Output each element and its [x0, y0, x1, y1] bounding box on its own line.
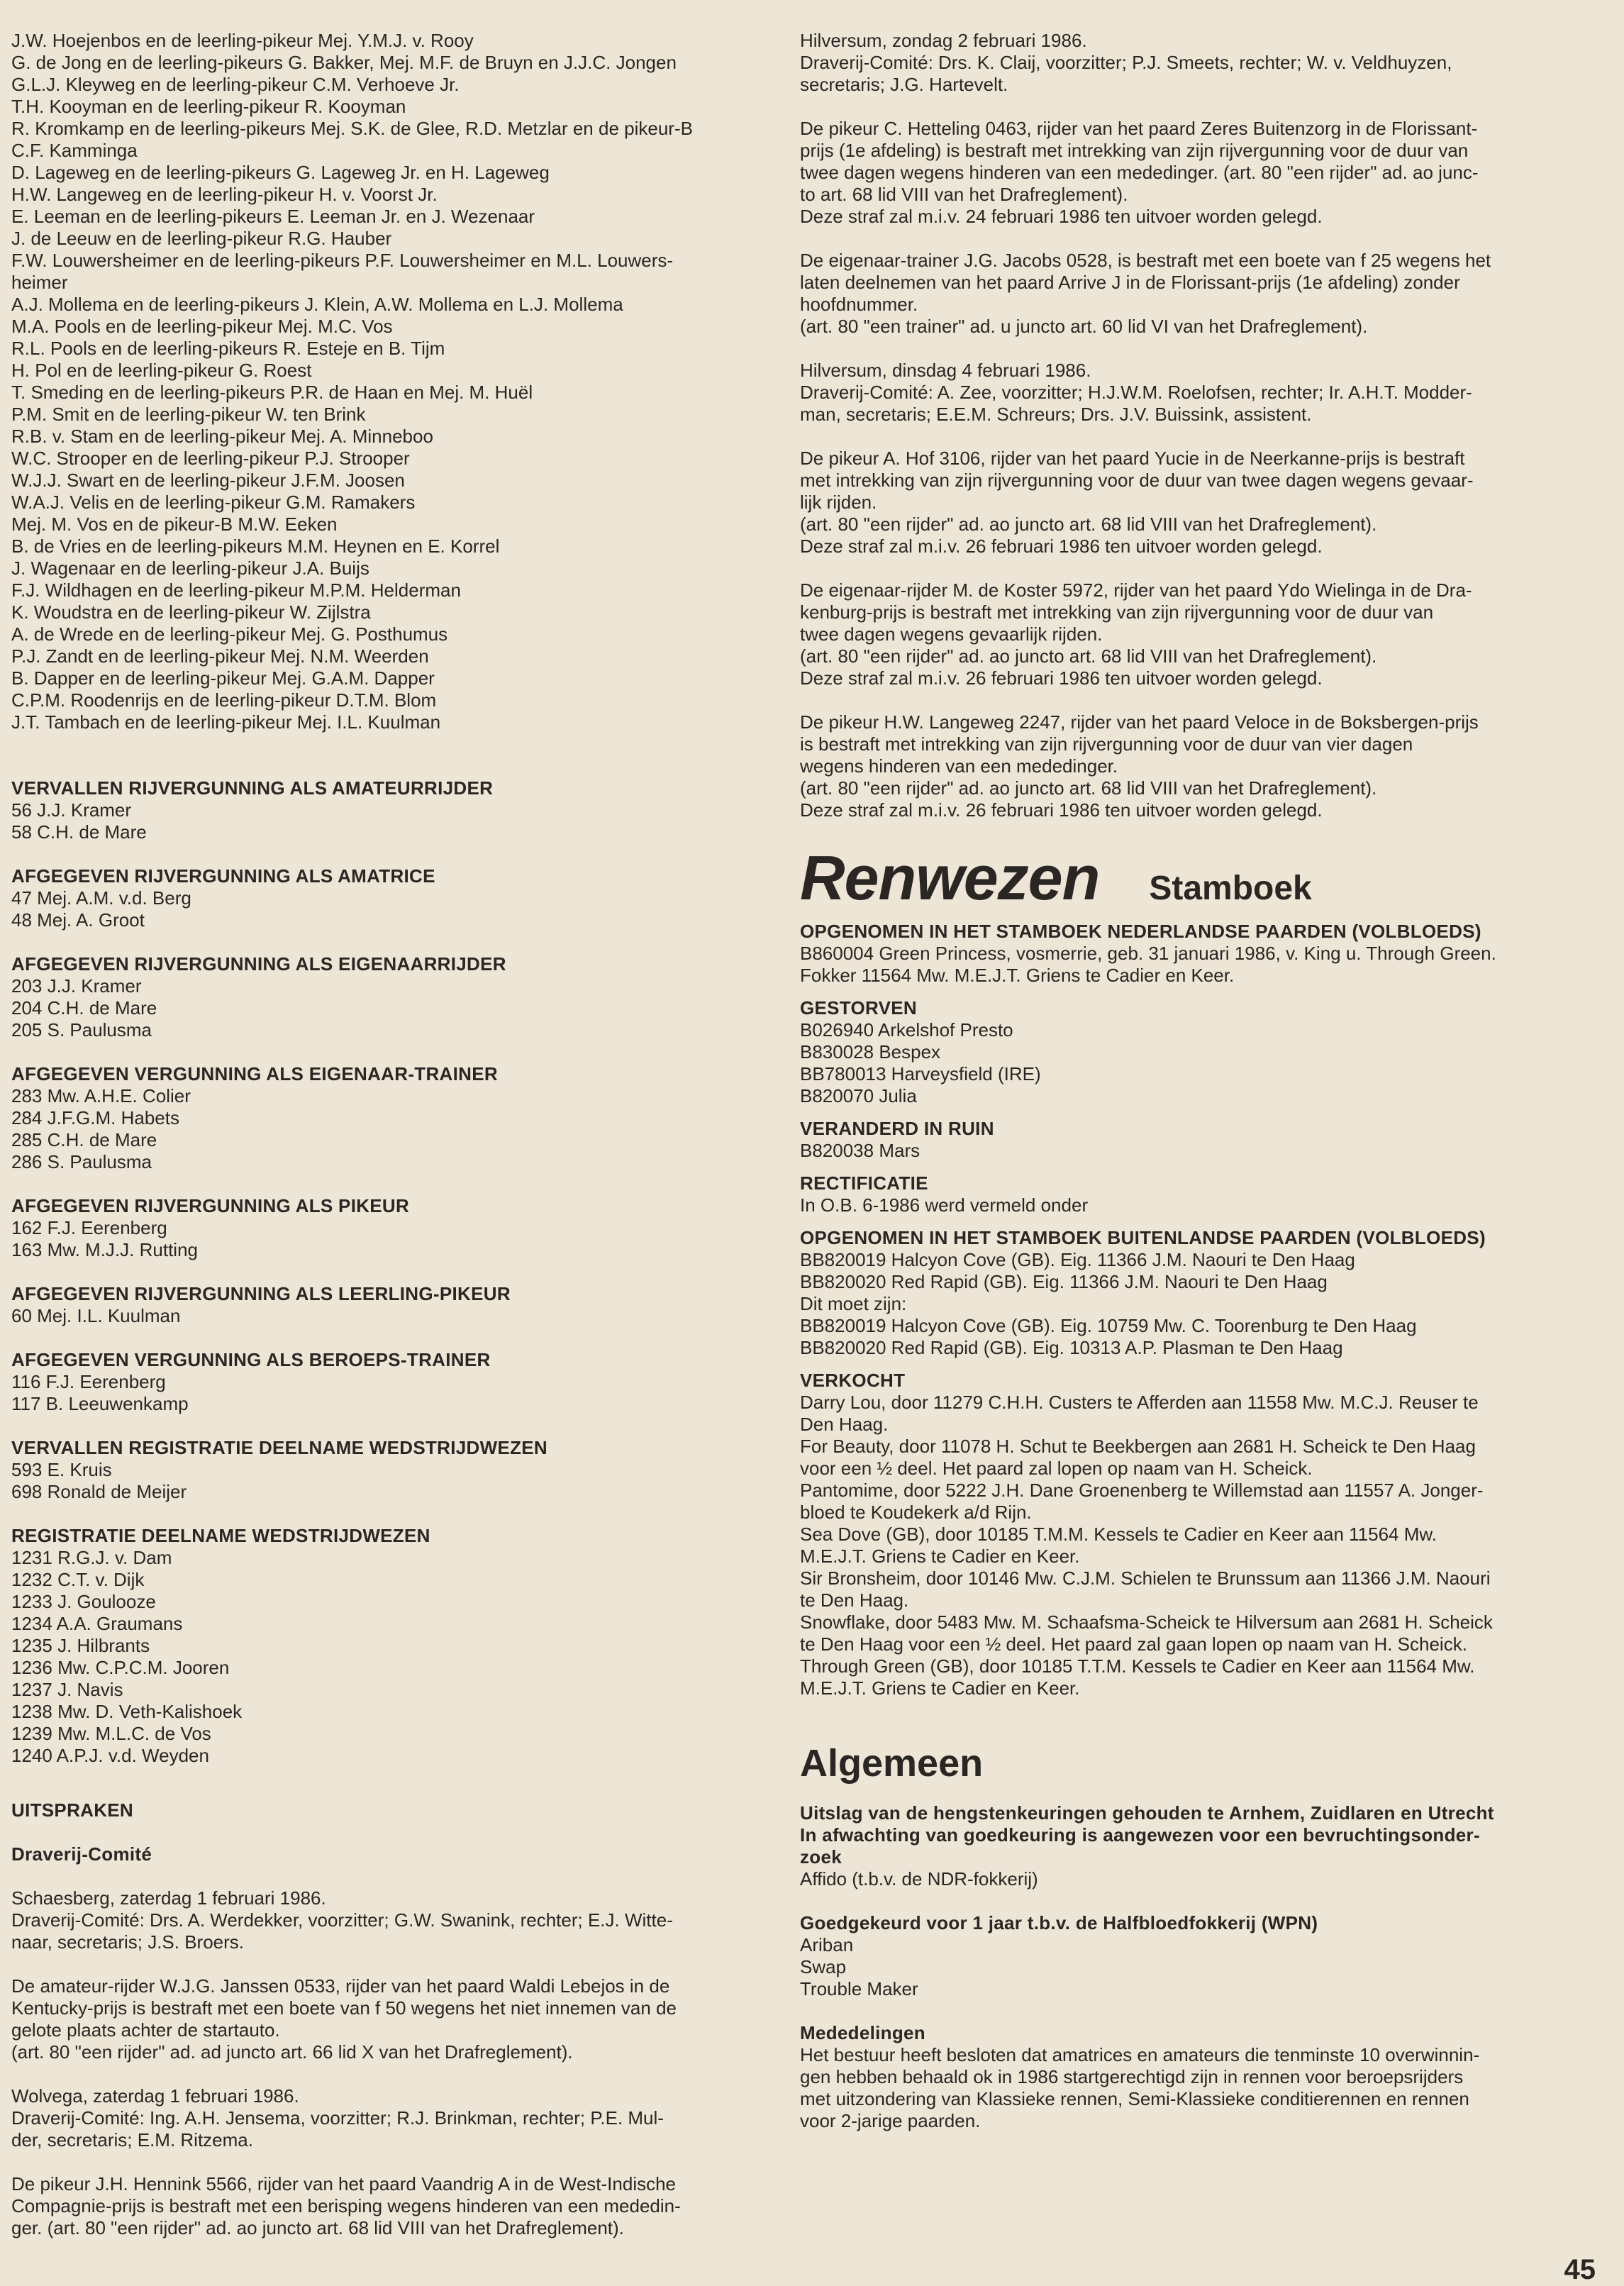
section-item: 117 B. Leeuwenkamp [11, 1393, 189, 1414]
section-item: 162 F.J. Eerenberg [11, 1217, 167, 1238]
section-item: 1237 J. Navis [11, 1679, 123, 1700]
pikeur-entry: H.W. Langeweg en de leerling-pikeur H. v. Voorst Jr. [11, 184, 438, 205]
pikeur-entry: R. Kromkamp en de leerling-pikeurs Mej. S.K. de Glee, R.D. Metzlar en de pikeur-B [11, 118, 693, 139]
approved-horse: Trouble Maker [800, 1978, 918, 1999]
ruling-line: to art. 68 lid VIII van het Drafreglement). [800, 184, 1128, 205]
pikeur-entry: J.W. Hoejenbos en de leerling-pikeur Mej. Y.M.J. v. Rooy [11, 30, 474, 51]
ruling-line: gelote plaats achter de startauto. [11, 2019, 280, 2041]
right-column [800, 30, 1569, 2132]
section-heading: AFGEGEVEN RIJVERGUNNING ALS LEERLING-PIKEUR [11, 1283, 511, 1304]
goedgekeurd-heading: Goedgekeurd voor 1 jaar t.b.v. de Halfbloedfokkerij (WPN) [800, 1912, 1318, 1933]
section-item: 205 S. Paulusma [11, 1019, 152, 1041]
stamboek-item: BB780013 Harveysfield (IRE) [800, 1063, 1041, 1084]
ruling-line: Draverij-Comité: Drs. K. Claij, voorzitter; P.J. Smeets, rechter; W. v. Veldhuyzen, [800, 52, 1452, 73]
pikeur-entry: W.A.J. Velis en de leerling-pikeur G.M. Ramakers [11, 492, 416, 513]
ruling-line: De amateur-rijder W.J.G. Janssen 0533, rijder van het paard Waldi Lebejos in de [11, 1975, 670, 1997]
section-item: 593 E. Kruis [11, 1459, 112, 1480]
stamboek-item: Sea Dove (GB), door 10185 T.M.M. Kessels te Cadier en Keer aan 11564 Mw. [800, 1524, 1437, 1545]
pikeur-entry: R.B. v. Stam en de leerling-pikeur Mej. A. Minneboo [11, 426, 433, 447]
stamboek-item: Through Green (GB), door 10185 T.T.M. Kessels te Cadier en Keer aan 11564 Mw. [800, 1655, 1475, 1677]
pikeur-entry: E. Leeman en de leerling-pikeurs E. Leeman Jr. en J. Wezenaar [11, 206, 535, 227]
pikeur-entry: T. Smeding en de leerling-pikeurs P.R. de Haan en Mej. M. Huël [11, 382, 533, 403]
stamboek-item: Darry Lou, door 11279 C.H.H. Custers te Afferden aan 11558 Mw. M.C.J. Reuser te [800, 1392, 1479, 1413]
section-heading: VERVALLEN RIJVERGUNNING ALS AMATEURRIJDER [11, 777, 494, 799]
ruling-line: Hilversum, zondag 2 februari 1986. [800, 30, 1087, 51]
section-item: 285 C.H. de Mare [11, 1129, 157, 1150]
announcement-line: met uitzondering van Klassieke rennen, Semi-Klassieke conditierennen en rennen [800, 2088, 1469, 2109]
ruling-line: Draverij-Comité: Drs. A. Werdekker, voorzitter; G.W. Swanink, rechter; E.J. Witte- [11, 1909, 673, 1931]
stamboek-item: Den Haag. [800, 1414, 889, 1435]
section-item: 284 J.F.G.M. Habets [11, 1107, 179, 1128]
ruling-line: De pikeur H.W. Langeweg 2247, rijder van het paard Veloce in de Boksbergen-prijs [800, 711, 1479, 733]
pikeur-entry: J.T. Tambach en de leerling-pikeur Mej. I.L. Kuulman [11, 711, 441, 733]
pikeur-entry: G.L.J. Kleyweg en de leerling-pikeur C.M. Verhoeve Jr. [11, 74, 460, 95]
rulings-text [800, 30, 1569, 821]
ruling-line: De pikeur C. Hetteling 0463, rijder van het paard Zeres Buitenzorg in de Florissant- [800, 118, 1478, 139]
section-item: 47 Mej. A.M. v.d. Berg [11, 887, 191, 909]
pikeur-entry: P.J. Zandt en de leerling-pikeur Mej. N.M. Weerden [11, 645, 429, 667]
ruling-line: De pikeur A. Hof 3106, rijder van het paard Yucie in de Neerkanne-prijs is bestraft [800, 448, 1465, 469]
announcement-line: voor 2-jarige paarden. [800, 2110, 981, 2131]
section-item: 1235 J. Hilbrants [11, 1635, 150, 1656]
section-heading: VERVALLEN REGISTRATIE DEELNAME WEDSTRIJDWEZEN [11, 1437, 547, 1458]
ruling-line [800, 338, 1569, 360]
pikeur-entry: T.H. Kooyman en de leerling-pikeur R. Kooyman [11, 96, 406, 117]
algemeen-intro [800, 1802, 1569, 1868]
stamboek-item: te Den Haag. [800, 1589, 909, 1611]
left-column [11, 30, 781, 2239]
stamboek-item: Pantomime, door 5222 J.H. Dane Groenenberg te Willemstad aan 11557 A. Jonger- [800, 1480, 1484, 1501]
ruling-line [11, 2151, 781, 2173]
ruling-line: Draverij-Comité: A. Zee, voorzitter; H.J.W.M. Roelofsen, rechter; Ir. A.H.T. Modder- [800, 382, 1472, 403]
section-item: 1231 R.G.J. v. Dam [11, 1547, 172, 1568]
page-number: 45 [1564, 2254, 1596, 2285]
pikeur-entry: F.J. Wildhagen en de leerling-pikeur M.P.M. Helderman [11, 579, 461, 601]
stamboek-sections [800, 921, 1569, 1710]
section-item: 163 Mw. M.J.J. Rutting [11, 1239, 198, 1260]
ruling-line: (art. 80 "een rijder" ad. ao juncto art. 68 lid VIII van het Drafreglement). [800, 645, 1377, 667]
ruling-line: Deze straf zal m.i.v. 26 februari 1986 ten uitvoer worden gelegd. [800, 667, 1323, 689]
pikeur-entry: W.J.J. Swart en de leerling-pikeur J.F.M. Joosen [11, 470, 405, 491]
stamboek-item: B830028 Bespex [800, 1041, 941, 1062]
section-item: 1240 A.P.J. v.d. Weyden [11, 1745, 209, 1766]
stamboek-item: For Beauty, door 11078 H. Schut te Beekbergen aan 2681 H. Scheick te Den Haag [800, 1436, 1476, 1457]
comite-heading: Draverij-Comité [11, 1843, 152, 1865]
ruling-line: laten deelnemen van het paard Arrive J in de Florissant-prijs (1e afdeling) zonder [800, 272, 1460, 293]
section-item: 1232 C.T. v. Dijk [11, 1569, 145, 1590]
section-item: 1239 Mw. M.L.C. de Vos [11, 1723, 211, 1744]
stamboek-heading: OPGENOMEN IN HET STAMBOEK BUITENLANDSE PAARDEN (VOLBLOEDS) [800, 1227, 1486, 1248]
license-sections [11, 777, 781, 1789]
ruling-line: De eigenaar-rijder M. de Koster 5972, rijder van het paard Ydo Wielinga in de Dra- [800, 579, 1472, 601]
stamboek-item: te Den Haag voor een ½ deel. Het paard zal gaan lopen op naam van H. Scheick. [800, 1633, 1467, 1655]
approved-horse: Swap [800, 1956, 847, 1977]
pikeur-entry: B. de Vries en de leerling-pikeurs M.M. Heynen en E. Korrel [11, 536, 500, 557]
stamboek-heading: OPGENOMEN IN HET STAMBOEK NEDERLANDSE PAARDEN (VOLBLOEDS) [800, 921, 1481, 942]
stamboek-item: Dit moet zijn: [800, 1293, 907, 1314]
ruling-line: De eigenaar-trainer J.G. Jacobs 0528, is bestraft met een boete van f 25 wegens het [800, 250, 1491, 271]
stamboek-item: M.E.J.T. Griens te Cadier en Keer. [800, 1677, 1080, 1699]
pikeur-list [11, 30, 781, 733]
stamboek-item: BB820020 Red Rapid (GB). Eig. 10313 A.P. Plasman te Den Haag [800, 1337, 1343, 1358]
pikeur-entry: C.P.M. Roodenrijs en de leerling-pikeur D.T.M. Blom [11, 689, 437, 711]
pikeur-entry: C.F. Kamminga [11, 140, 138, 161]
ruling-line: Compagnie-prijs is bestraft met een berisping wegens hinderen van een mededin- [11, 2195, 681, 2216]
stamboek-item: BB820019 Halcyon Cove (GB). Eig. 10759 Mw. C. Toorenburg te Den Haag [800, 1315, 1417, 1336]
ruling-line [11, 1953, 781, 1975]
stamboek-item: Snowflake, door 5483 Mw. M. Schaafsma-Scheick te Hilversum aan 2681 H. Scheick [800, 1611, 1493, 1633]
ruling-line: De pikeur J.H. Hennink 5566, rijder van het paard Vaandrig A in de West-Indische [11, 2173, 677, 2195]
ruling-line: kenburg-prijs is bestraft met intrekking van zijn rijvergunning voor de duur van [800, 601, 1434, 623]
stamboek-item: B820038 Mars [800, 1140, 921, 1161]
ruling-line: lijk rijden. [800, 492, 877, 513]
pikeur-entry: Mej. M. Vos en de pikeur-B M.W. Eeken [11, 514, 338, 535]
algemeen-intro-line: zoek [800, 1846, 842, 1868]
pikeur-entry: J. Wagenaar en de leerling-pikeur J.A. Buijs [11, 557, 369, 579]
mededelingen-heading: Mededelingen [800, 2022, 925, 2043]
pikeur-entry: W.C. Strooper en de leerling-pikeur P.J. Strooper [11, 448, 410, 469]
section-item: 286 S. Paulusma [11, 1151, 152, 1172]
renwezen-title: Renwezen [800, 843, 1100, 913]
ruling-line: der, secretaris; E.M. Ritzema. [11, 2129, 253, 2151]
algemeen-intro-line: Uitslag van de hengstenkeuringen gehouden te Arnhem, Zuidlaren en Utrecht [800, 1802, 1494, 1824]
pikeur-entry: G. de Jong en de leerling-pikeurs G. Bakker, Mej. M.F. de Bruyn en J.J.C. Jongen [11, 52, 677, 73]
ruling-line: Hilversum, dinsdag 4 februari 1986. [800, 360, 1091, 381]
pikeur-entry: heimer [11, 272, 68, 293]
algemeen-intro-line: In afwachting van goedkeuring is aangewezen voor een bevruchtingsonder- [800, 1824, 1480, 1846]
ruling-line: Wolvega, zaterdag 1 februari 1986. [11, 2085, 299, 2107]
pikeur-entry: F.W. Louwersheimer en de leerling-pikeurs P.F. Louwersheimer en M.L. Louwers- [11, 250, 674, 271]
algemeen-title: Algemeen [800, 1742, 984, 1785]
ruling-line: met intrekking van zijn rijvergunning voor de duur van twee dagen wegens gevaar- [800, 470, 1474, 491]
ruling-line: twee dagen wegens gevaarlijk rijden. [800, 623, 1103, 645]
section-heading: AFGEGEVEN RIJVERGUNNING ALS EIGENAARRIJDER [11, 953, 506, 975]
stamboek-heading: VERANDERD IN RUIN [800, 1118, 994, 1139]
section-heading: REGISTRATIE DEELNAME WEDSTRIJDWEZEN [11, 1525, 430, 1546]
section-item: 1234 A.A. Graumans [11, 1613, 183, 1634]
pikeur-entry: K. Woudstra en de leerling-pikeur W. Zijlstra [11, 601, 371, 623]
ruling-line: (art. 80 "een rijder" ad. ao juncto art. 68 lid VIII van het Drafreglement). [800, 777, 1377, 799]
section-item: 58 C.H. de Mare [11, 821, 147, 843]
ruling-line: (art. 80 "een rijder" ad. ad juncto art. 66 lid X van het Drafreglement). [11, 2041, 573, 2063]
announcement-line: Het bestuur heeft besloten dat amatrices en amateurs die tenminste 10 overwinnin- [800, 2044, 1480, 2065]
pikeur-entry: H. Pol en de leerling-pikeur G. Roest [11, 360, 312, 381]
ruling-line: (art. 80 "een trainer" ad. u juncto art. 60 lid VI van het Drafreglement). [800, 316, 1368, 337]
ruling-line: secretaris; J.G. Hartevelt. [800, 74, 1008, 95]
section-heading: AFGEGEVEN VERGUNNING ALS EIGENAAR-TRAINER [11, 1063, 498, 1084]
stamboek-item: voor een ½ deel. Het paard zal lopen op naam van H. Scheick. [800, 1458, 1313, 1479]
uitspraken-heading: UITSPRAKEN [11, 1799, 134, 1821]
section-item: 203 J.J. Kramer [11, 975, 142, 997]
stamboek-heading: GESTORVEN [800, 997, 918, 1019]
ruling-line [800, 426, 1569, 448]
ruling-line: Deze straf zal m.i.v. 24 februari 1986 ten uitvoer worden gelegd. [800, 206, 1323, 227]
mededelingen-text [800, 2044, 1569, 2132]
section-item: 116 F.J. Eerenberg [11, 1371, 166, 1392]
stamboek-item: M.E.J.T. Griens te Cadier en Keer. [800, 1546, 1080, 1567]
section-item: 56 J.J. Kramer [11, 799, 132, 821]
ruling-line: ger. (art. 80 "een rijder" ad. ao juncto art. 68 lid VIII van het Drafreglement). [11, 2217, 624, 2238]
section-item: 1238 Mw. D. Veth-Kalishoek [11, 1701, 243, 1722]
pikeur-entry: B. Dapper en de leerling-pikeur Mej. G.A.M. Dapper [11, 667, 435, 689]
ruling-line: man, secretaris; E.E.M. Schreurs; Drs. J.V. Buissink, assistent. [800, 404, 1312, 425]
announcement-line: gen hebben behaald ok in 1986 startgerechtigd zijn in rennen voor beroepsrijders [800, 2066, 1464, 2087]
ruling-line: wegens hinderen van een mededinger. [800, 755, 1118, 777]
ruling-line [800, 689, 1569, 711]
stamboek-item: BB820019 Halcyon Cove (GB). Eig. 11366 J.M. Naouri te Den Haag [800, 1249, 1355, 1270]
ruling-line: (art. 80 "een rijder" ad. ao juncto art. 68 lid VIII van het Drafreglement). [800, 514, 1377, 535]
ruling-line [800, 228, 1569, 250]
uitspraken-text [11, 1887, 781, 2239]
approved-horse: Ariban [800, 1934, 854, 1955]
stamboek-item: BB820020 Red Rapid (GB). Eig. 11366 J.M. Naouri te Den Haag [800, 1271, 1328, 1292]
ruling-line [800, 557, 1569, 579]
goedgekeurd-list [800, 1934, 1569, 2000]
ruling-line: Kentucky-prijs is bestraft met een boete van f 50 wegens het niet innemen van de [11, 1997, 677, 2019]
pikeur-entry: R.L. Pools en de leerling-pikeurs R. Esteje en B. Tijm [11, 338, 445, 359]
stamboek-item: Sir Bronsheim, door 10146 Mw. C.J.M. Schielen te Brunssum aan 11366 J.M. Naouri [800, 1568, 1491, 1589]
pikeur-entry: D. Lageweg en de leerling-pikeurs G. Lageweg Jr. en H. Lageweg [11, 162, 550, 183]
pikeur-entry: A. de Wrede en de leerling-pikeur Mej. G. Posthumus [11, 623, 448, 645]
ruling-line [800, 96, 1569, 118]
stamboek-item: In O.B. 6-1986 werd vermeld onder [800, 1194, 1089, 1216]
ruling-line: hoofdnummer. [800, 294, 918, 315]
stamboek-item: B860004 Green Princess, vosmerrie, geb. 31 januari 1986, v. King u. Through Green. [800, 943, 1496, 964]
ruling-line: twee dagen wegens hinderen van een mededinger. (art. 80 "een rijder" ad. ao junc- [800, 162, 1479, 183]
ruling-line: is bestraft met intrekking van zijn rijvergunning voor de duur van vier dagen [800, 733, 1413, 755]
section-item: 1233 J. Goulooze [11, 1591, 156, 1612]
renwezen-header [800, 843, 1569, 914]
stamboek-item: bloed te Koudekerk a/d Rijn. [800, 1502, 1032, 1523]
stamboek-heading: VERKOCHT [800, 1370, 906, 1391]
pikeur-entry: A.J. Mollema en de leerling-pikeurs J. Klein, A.W. Mollema en L.J. Mollema [11, 294, 623, 315]
pikeur-entry: P.M. Smit en de leerling-pikeur W. ten Brink [11, 404, 366, 425]
stamboek-heading: RECTIFICATIE [800, 1172, 928, 1194]
ruling-line: Deze straf zal m.i.v. 26 februari 1986 ten uitvoer worden gelegd. [800, 799, 1323, 821]
ruling-line [11, 2063, 781, 2085]
section-item: 698 Ronald de Meijer [11, 1481, 187, 1502]
stamboek-item: B820070 Julia [800, 1085, 917, 1106]
section-heading: AFGEGEVEN RIJVERGUNNING ALS PIKEUR [11, 1195, 410, 1216]
section-item: 48 Mej. A. Groot [11, 909, 145, 931]
stamboek-title: Stamboek [1149, 870, 1312, 907]
pikeur-entry: J. de Leeuw en de leerling-pikeur R.G. Hauber [11, 228, 392, 249]
section-heading: AFGEGEVEN VERGUNNING ALS BEROEPS-TRAINER [11, 1349, 491, 1370]
ruling-line: naar, secretaris; J.S. Broers. [11, 1931, 245, 1953]
section-item: 204 C.H. de Mare [11, 997, 157, 1019]
section-item: 60 Mej. I.L. Kuulman [11, 1305, 181, 1326]
affido-line: Affido (t.b.v. de NDR-fokkerij) [800, 1868, 1038, 1890]
stamboek-item: B026940 Arkelshof Presto [800, 1019, 1013, 1041]
pikeur-entry: M.A. Pools en de leerling-pikeur Mej. M.C. Vos [11, 316, 393, 337]
ruling-line: Draverij-Comité: Ing. A.H. Jensema, voorzitter; R.J. Brinkman, rechter; P.E. Mul- [11, 2107, 664, 2129]
section-heading: AFGEGEVEN RIJVERGUNNING ALS AMATRICE [11, 865, 435, 887]
ruling-line: Deze straf zal m.i.v. 26 februari 1986 ten uitvoer worden gelegd. [800, 536, 1323, 557]
ruling-line: prijs (1e afdeling) is bestraft met intrekking van zijn rijvergunning voor de duur van [800, 140, 1469, 161]
section-item: 1236 Mw. C.P.C.M. Jooren [11, 1657, 230, 1678]
ruling-line: Schaesberg, zaterdag 1 februari 1986. [11, 1887, 326, 1909]
section-item: 283 Mw. A.H.E. Colier [11, 1085, 191, 1106]
stamboek-item: Fokker 11564 Mw. M.E.J.T. Griens te Cadier en Keer. [800, 965, 1235, 986]
